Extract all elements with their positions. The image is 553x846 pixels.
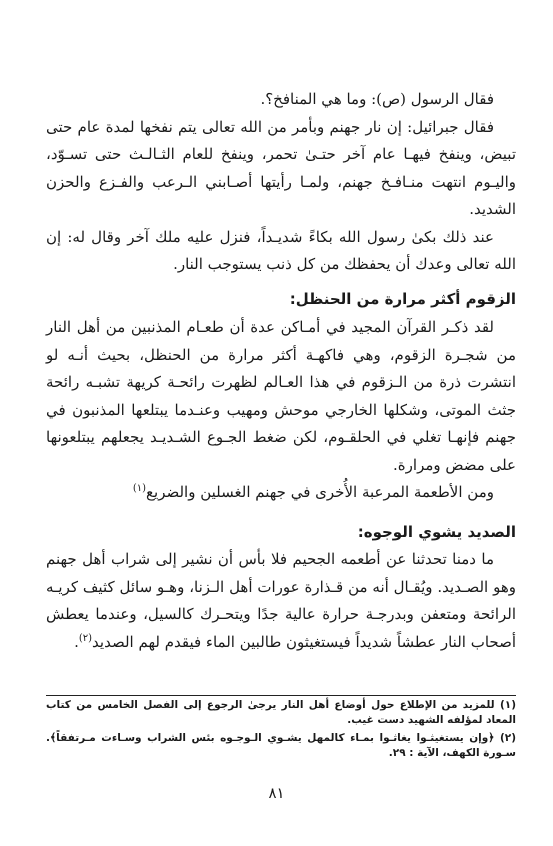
paragraph-pus-end: .	[74, 632, 79, 651]
footnote-2: (٢) ﴿وإن يستغيثـوا يغاثـوا بمـاء كالمهل يشـوي الـوجـوه بئس الشراب وسـاءت مـرتفقاً﴾. سـورة الكهف، الآية : ٢٩.	[46, 732, 516, 759]
body-section-2	[46, 314, 516, 507]
footnote-ref-2[interactable]: (٢)	[78, 632, 93, 644]
paragraph-zaqqum: لقد ذكـر القرآن المجيد في أمـاكن عدة أن طعـام المذنبين من أهل النار من شجـرة الزقوم، وهي فاكهـة أكثر مرارة من الحنظل، بحيث أنـه لو انتشرت ذرة من الـزقوم في هذا العـالم لظهرت رائحـة كريهة تشبـه رائحة جثث الموتى، وشكلها الخارجي موحش ومهيب وعنـدما يبتلعها المذنبون في جهنم فإنهـا تغلي في الحلقـوم، لكن ضغط الجـوع الشـديـد يجعلهم يبتلعونها على مضض ومرارة.	[46, 318, 516, 474]
body-section-1	[46, 86, 516, 279]
footnotes	[46, 698, 516, 764]
heading-zaqqum: الزقوم أكثر مرارة من الحنظل:	[289, 290, 516, 308]
body-section-3	[46, 546, 516, 656]
paragraph-other-foods-text: ومن الأطعمة المرعبة الأُخرى في جهنم الغسلين والضريع	[146, 483, 494, 501]
paragraph-gabriel-answer: فقال جبرائيل: إن نار جهنم وبأمر من الله تعالى يتم نفخها لمدة عام حتى تبيض، وينفخ فيهـا عام آخر حتـىٰ تحمر، وينفخ للعام الثـالـث حتى تسـوّد، واليـوم انتهت منـافـخ جهنم، ولمـا رأيتها أصـابني الـرعب والفـزع والحزن الشديد.	[46, 117, 516, 218]
paragraph-other-foods	[46, 479, 516, 507]
page-number: ٨١	[268, 784, 285, 802]
paragraph-prophet-weeping: عند ذلك بكىٰ رسول الله بكاءً شديـداً، فنزل عليه ملك آخر وقال له: إن الله تعالى وعدك أن يحفظك من كل ذنب يستوجب النار.	[46, 227, 516, 273]
paragraph-pus-text: ما دمنا تحدثنا عن أطعمه الجحيم فلا بأس أن نشير إلى شراب أهل جهنم وهو الصـديد. ويُقـال أنه من قـذارة عورات أهل الـزنا، وهـو سائل كثيف كريـه الرائحة ومتعفن وبدرجـة حرارة عالية جدًا ويتحـرك كالسيل، وعندما يعطش أصحاب النار عطشاً شديداً فيستغيثون طالبين الماء فيقدم لهم الصديد	[46, 550, 516, 651]
paragraph-prophet-question: فقال الرسول (ص): وما هي المنافخ؟.	[260, 90, 494, 108]
footnote-ref-1[interactable]: (١)	[132, 483, 147, 494]
footnote-1: (١) للمزيد من الإطلاع حول أوضاع أهل النار يرجىٰ الرجوع إلى الفصل الخامس من كتاب المعاد لمؤلفه الشهيد دست غيب.	[46, 699, 516, 726]
heading-pus: الصديد يشوي الوجوه:	[357, 523, 516, 541]
paragraph-pus	[46, 546, 516, 656]
footnote-divider	[46, 695, 516, 696]
